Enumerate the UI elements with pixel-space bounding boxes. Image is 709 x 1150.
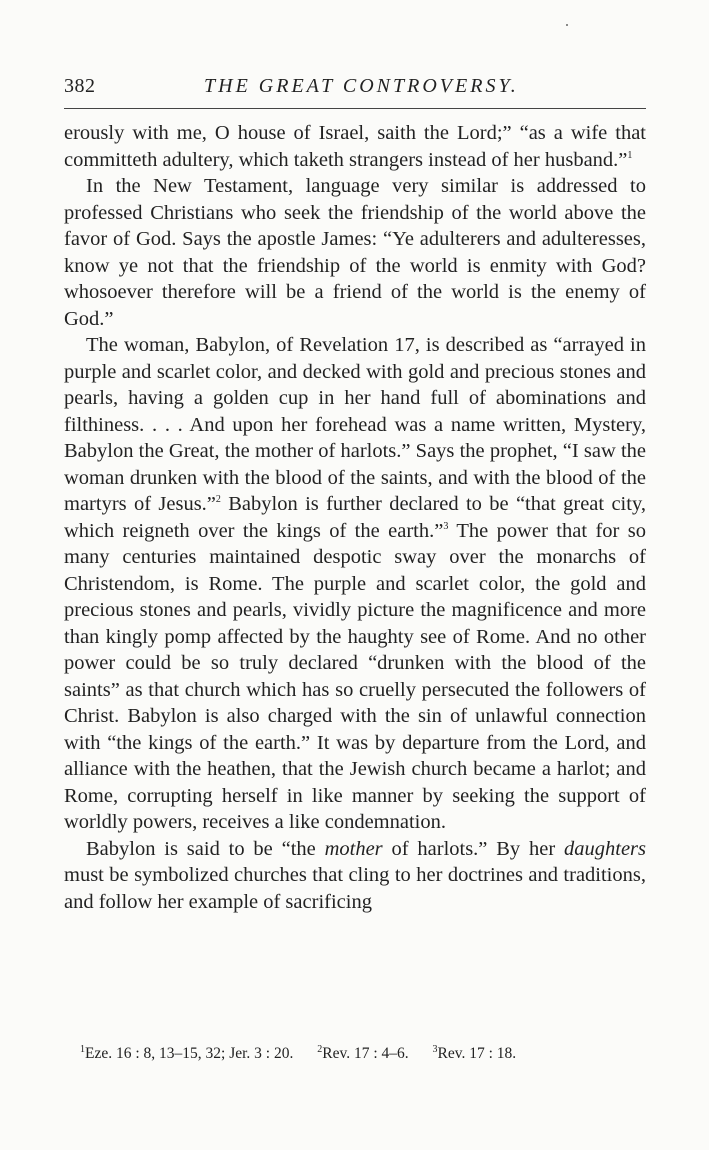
running-title: THE GREAT CONTROVERSY. (204, 75, 519, 97)
page-header (64, 75, 646, 107)
footnote-ref-3: 3 (443, 520, 449, 532)
footnote-mark-1: 1 (80, 1043, 85, 1055)
emphasis-daughters: daughters (564, 837, 646, 860)
paragraph-4-text-b: of harlots.” By her (382, 837, 564, 860)
footnote-ref-2: 2 (215, 494, 221, 506)
footnote-text-3: Rev. 17 : 18. (437, 1045, 517, 1062)
paragraph-3 (64, 332, 646, 836)
footnote-text-1: Eze. 16 : 8, 13–15, 32; Jer. 3 : 20. (85, 1045, 294, 1062)
paragraph-4 (64, 836, 646, 916)
paragraph-3-text-a: The woman, Babylon, of Revelation 17, is described as “arrayed in purple and scarlet color, and decked with gold and precious stones and pearls, having a golden cup in her hand full of abominations and filthiness. . . . And upon her forehead was a name written, Mystery, Babylon the Great, the mother of harlots.” Says the prophet, “I saw the woman drunken with the blood of the saints, and with the blood of the martyrs of Jesus.” (64, 334, 646, 515)
page-number: 382 (64, 75, 96, 97)
emphasis-mother: mother (324, 837, 383, 860)
footnote-mark-3: 3 (432, 1043, 438, 1055)
footnote-mark-2: 2 (317, 1043, 323, 1055)
paragraph-4-text-c: must be symbolized churches that cling to her doctrines and traditions, and follow her example of sacrificing (64, 864, 646, 913)
paragraph-2: In the New Testament, language very similar is addressed to professed Christians who seek the friendship of the world above the favor of God. Says the apostle James: “Ye adulterers and adulteresses, know ye not that the friendship of the world is enmity with God? whosoever therefore will be a friend of the world is the enemy of God.” (64, 175, 646, 330)
footnotes (80, 1045, 640, 1063)
paragraph-3-text-b: Babylon is further declared to be “that great city, which reigneth over the kings of the earth.” (64, 493, 646, 542)
paragraph-1-text: erously with me, O house of Israel, saith the Lord;” “as a wife that committeth adultery, which taketh strangers instead of her husband.” (64, 122, 646, 171)
paragraph-3-text-c: The power that for so many centuries maintained despotic sway over the monarchs of Christendom, is Rome. The purple and scarlet color, the gold and precious stones and pearls, vividly picture the magnificence and more than kingly pomp affected by the haughty see of Rome. And no other power could be so truly declared “drunken with the blood of the saints” as that church which has so cruelly persecuted the followers of Christ. Babylon is also charged with the sin of unlawful connection with “the kings of the earth.” It was by departure from the Lord, and alliance with the heathen, that the Jewish church became a harlot; and Rome, corrupting herself in like manner by seeking the support of worldly powers, receives a like condemnation. (64, 519, 646, 833)
paragraph-1 (64, 120, 646, 173)
footnote-1 (80, 1045, 293, 1062)
footnote-2 (317, 1045, 408, 1062)
paper-speck (566, 24, 568, 26)
footnote-ref-1: 1 (627, 149, 633, 161)
footnote-3 (433, 1045, 517, 1062)
footnote-text-2: Rev. 17 : 4–6. (322, 1045, 409, 1062)
body-text (64, 120, 646, 915)
paragraph-4-text-a: Babylon is said to be “the (86, 837, 325, 860)
header-rule (64, 108, 646, 109)
